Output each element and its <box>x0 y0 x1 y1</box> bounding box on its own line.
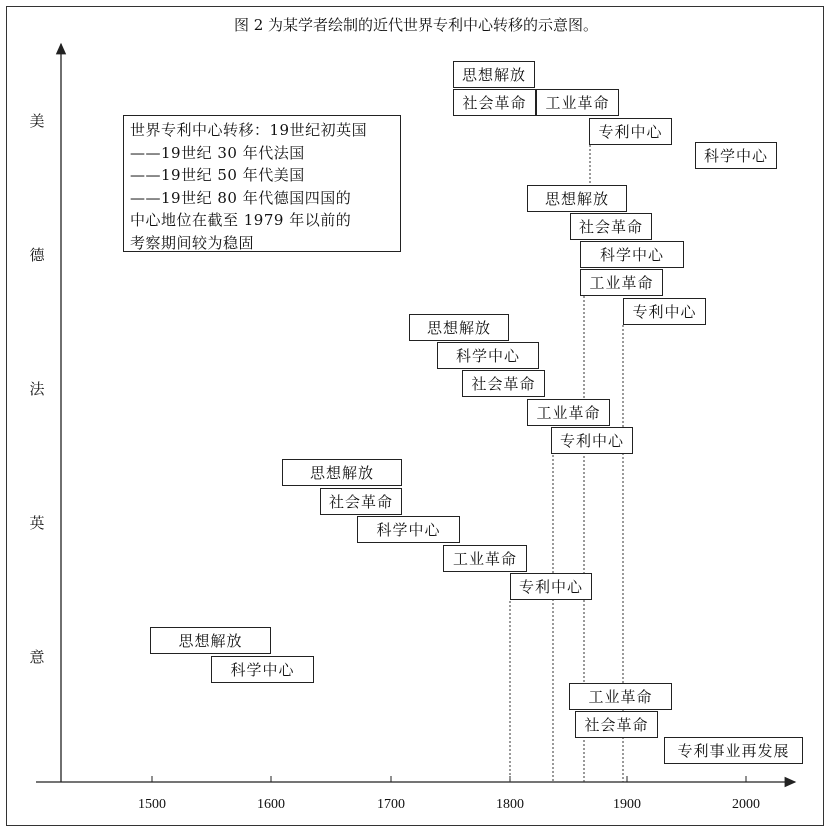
note-line: 世界专利中心转移：19世纪初英国 <box>130 121 368 139</box>
italy-science-center: 科学中心 <box>211 656 314 683</box>
usa-thought-liberation: 思想解放 <box>453 61 535 88</box>
germany-social-revolution: 社会革命 <box>570 213 652 240</box>
usa-science-center: 科学中心 <box>695 142 777 169</box>
note-line: ——19世纪 80 年代德国四国的 <box>130 188 352 207</box>
usa-patent-center: 专利中心 <box>589 118 672 145</box>
germany-science-center: 科学中心 <box>580 241 684 268</box>
country-label-britain: 英 <box>29 514 45 532</box>
italy-industrial-revolution: 工业革命 <box>569 683 672 710</box>
x-tick-1600: 1600 <box>257 797 285 812</box>
country-label-usa: 美 <box>29 112 45 130</box>
britain-social-revolution: 社会革命 <box>320 488 402 515</box>
germany-patent-center: 专利中心 <box>623 298 706 325</box>
note-line: ——19世纪 30 年代法国 <box>130 143 305 162</box>
note-line: 考察期间较为稳固 <box>130 233 255 252</box>
france-science-center: 科学中心 <box>437 342 539 369</box>
figure-title: 图 2 为某学者绘制的近代世界专利中心转移的示意图。 <box>233 16 599 34</box>
x-tick-2000: 2000 <box>732 797 760 812</box>
country-label-france: 法 <box>29 380 45 398</box>
summary-note <box>123 115 401 252</box>
britain-science-center: 科学中心 <box>357 516 460 543</box>
italy-thought-liberation: 思想解放 <box>150 627 271 654</box>
germany-industrial-revolution: 工业革命 <box>580 269 663 296</box>
country-label-germany: 德 <box>29 246 45 264</box>
x-tick-1900: 1900 <box>613 797 641 812</box>
france-patent-center: 专利中心 <box>551 427 633 454</box>
france-social-revolution: 社会革命 <box>462 370 545 397</box>
france-industrial-revolution: 工业革命 <box>527 399 610 426</box>
usa-social-revolution: 社会革命 <box>453 89 536 116</box>
country-label-italy: 意 <box>29 648 45 666</box>
britain-thought-liberation: 思想解放 <box>282 459 402 486</box>
france-thought-liberation: 思想解放 <box>409 314 509 341</box>
italy-patent-redevelopment: 专利事业再发展 <box>664 737 803 764</box>
britain-industrial-revolution: 工业革命 <box>443 545 527 572</box>
note-line: ——19世纪 50 年代美国 <box>130 166 305 184</box>
usa-industrial-revolution: 工业革命 <box>536 89 619 116</box>
germany-thought-liberation: 思想解放 <box>527 185 627 212</box>
x-tick-1500: 1500 <box>138 797 166 812</box>
britain-patent-center: 专利中心 <box>510 573 592 600</box>
italy-social-revolution: 社会革命 <box>575 711 658 738</box>
x-tick-1700: 1700 <box>377 797 405 812</box>
x-tick-1800: 1800 <box>496 797 524 812</box>
x-axis-ticks <box>152 776 746 782</box>
note-line: 中心地位在截至 1979 年以前的 <box>130 211 352 229</box>
